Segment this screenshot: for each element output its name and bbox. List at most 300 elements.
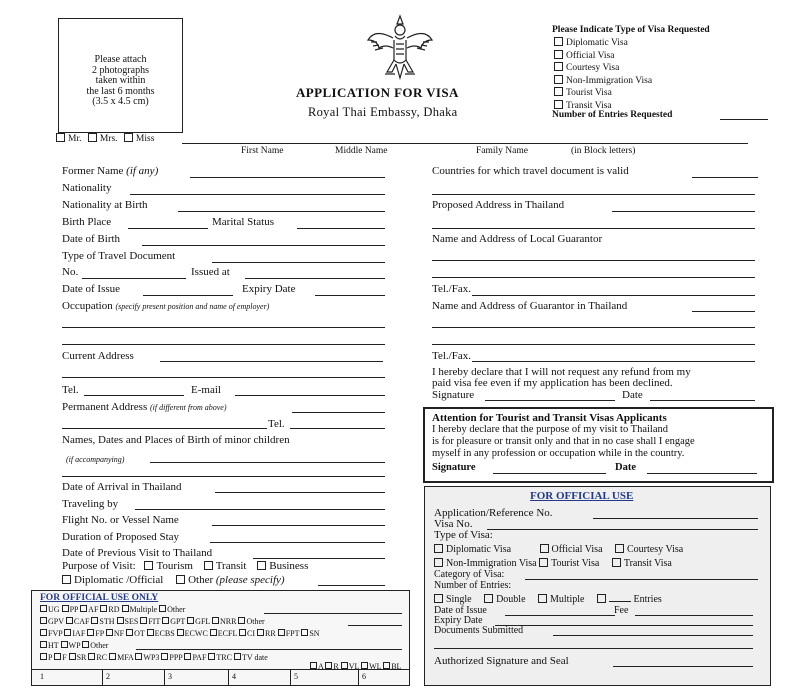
type-option: Non-Immigration Visa (446, 558, 537, 569)
attention-title: Attention for Tourist and Transit Visas Applicants (432, 412, 667, 424)
checkbox[interactable] (106, 629, 113, 636)
tel-fax-line[interactable] (472, 295, 755, 296)
checkbox[interactable] (159, 605, 166, 612)
checkbox[interactable] (40, 629, 47, 636)
checkbox[interactable] (554, 75, 563, 84)
garuda-emblem-icon (365, 14, 435, 82)
type-visa-row (434, 544, 683, 555)
checkbox[interactable] (615, 544, 624, 553)
miss-label: Miss (135, 134, 155, 144)
column-divider (102, 670, 103, 686)
checkbox[interactable] (87, 629, 94, 636)
purpose-row (62, 560, 308, 573)
official-code-row (40, 605, 185, 614)
photo-line: (3.5 x 4.5 cm) (92, 96, 149, 107)
code-label: RR (265, 629, 276, 638)
document-no-line[interactable] (82, 278, 186, 279)
code-label: ECBS (154, 629, 175, 638)
authorized-signature-line[interactable] (613, 666, 753, 667)
column-divider (164, 670, 165, 686)
proposed-address-line[interactable] (612, 211, 755, 212)
checkbox[interactable] (124, 133, 133, 142)
full-name-line[interactable] (182, 143, 748, 144)
code-line[interactable] (348, 625, 402, 626)
birth-place-label: Birth Place (62, 216, 112, 228)
code-label: Other (90, 641, 109, 650)
entries-requested-line[interactable] (720, 119, 768, 120)
documents-line[interactable] (434, 648, 753, 649)
expiry-date-label: Expiry Date (242, 283, 296, 295)
first-name-label: First Name (241, 146, 284, 156)
checkbox[interactable] (278, 629, 285, 636)
visa-option-label: Tourist Visa (566, 88, 612, 99)
date-of-birth-label: Date of Birth (62, 233, 121, 245)
visa-no-label: Visa No. (434, 518, 473, 530)
category-line[interactable] (525, 579, 758, 580)
code-label: WL (369, 662, 382, 671)
visa-type-options (554, 37, 652, 113)
photo-line: taken within (95, 75, 146, 86)
code-label: OT (134, 629, 145, 638)
checkbox[interactable] (210, 629, 217, 636)
entries-label: Entries (633, 594, 662, 605)
checkbox[interactable] (538, 594, 547, 603)
checkbox[interactable] (434, 544, 443, 553)
issued-at-label: Issued at (191, 266, 230, 278)
official-use-title: FOR OFFICIAL USE (530, 490, 634, 502)
checkbox[interactable] (554, 37, 563, 46)
official-code-row (40, 617, 265, 626)
code-label: NRR (220, 617, 237, 626)
type-visa-label: Type of Visa: (434, 529, 493, 541)
attention-date-line[interactable] (647, 473, 757, 474)
tel-fax-label: Tel./Fax. (432, 350, 471, 362)
code-label: SES (124, 617, 139, 626)
photo-instructions (59, 55, 182, 108)
guarantor-thailand-line[interactable] (692, 311, 755, 312)
type-option: Courtesy Visa (627, 544, 684, 555)
checkbox[interactable] (69, 653, 76, 660)
official-date-issue-line[interactable] (505, 615, 615, 616)
code-label: Multiple (129, 605, 158, 614)
checkbox[interactable] (310, 662, 317, 669)
visa-option-label: Non-Immigration Visa (566, 75, 653, 86)
code-label: RC (96, 653, 108, 662)
purpose-option: Business (269, 560, 309, 572)
declaration-text: I hereby declare that I will not request any refund from my (432, 366, 691, 378)
date-line[interactable] (650, 400, 755, 401)
checkbox[interactable] (126, 629, 133, 636)
checkbox[interactable] (80, 605, 87, 612)
mr-label: Mr. (68, 134, 82, 144)
documents-label: Documents Submitted (434, 625, 524, 636)
checkbox[interactable] (91, 617, 98, 624)
code-label: PP (69, 605, 79, 614)
checkbox[interactable] (204, 561, 213, 570)
type-option: Transit Visa (623, 558, 672, 569)
official-code-row (40, 641, 108, 650)
accompanying-note: (if accompanying) (66, 455, 125, 464)
column-number: 6 (362, 672, 366, 681)
checkbox[interactable] (301, 629, 308, 636)
attention-text: myself in any profession or occupation while in the country. (432, 448, 685, 459)
label-note: (if different from above) (149, 403, 227, 412)
guarantor-thailand-line[interactable] (432, 344, 755, 345)
entry-option: Single (446, 594, 472, 605)
code-label: WP (68, 641, 81, 650)
traveling-by-line[interactable] (135, 509, 385, 510)
code-label: GPT (170, 617, 186, 626)
code-label: HT (48, 641, 59, 650)
code-label: A (318, 662, 324, 671)
checkbox[interactable] (540, 544, 549, 553)
column-divider (228, 670, 229, 686)
code-label: CI (247, 629, 256, 638)
checkbox[interactable] (66, 617, 73, 624)
code-label: PAF (192, 653, 207, 662)
countries-line[interactable] (692, 177, 758, 178)
marital-status-line[interactable] (297, 228, 385, 229)
label-note: (specify present position and name of employer) (115, 302, 270, 311)
code-label: UG (48, 605, 60, 614)
checkbox[interactable] (383, 662, 390, 669)
column-number: 2 (106, 672, 110, 681)
checkbox[interactable] (40, 605, 47, 612)
proposed-address-line[interactable] (432, 228, 755, 229)
birth-place-line[interactable] (128, 228, 208, 229)
checkbox[interactable] (176, 575, 185, 584)
checkbox[interactable] (208, 653, 215, 660)
code-label: NF (113, 629, 125, 638)
app-ref-label: Application/Reference No. (434, 507, 553, 519)
email-label: E-mail (191, 384, 221, 396)
family-name-label: Family Name (476, 146, 528, 156)
visa-no-line[interactable] (487, 529, 758, 530)
code-label: TV date (241, 653, 268, 662)
occupation-line[interactable] (62, 327, 385, 328)
official-expiry-label: Expiry Date (434, 615, 483, 626)
travel-document-line[interactable] (212, 262, 385, 263)
code-label: Other (246, 617, 265, 626)
checkbox[interactable] (62, 575, 71, 584)
column-divider (358, 670, 359, 686)
fee-line[interactable] (635, 615, 753, 616)
minor-children-line[interactable] (62, 476, 385, 477)
permanent-tel-line[interactable] (290, 428, 385, 429)
code-label: CAF (73, 617, 90, 626)
purpose-option: Transit (215, 560, 247, 572)
other-purpose-line[interactable] (318, 585, 385, 586)
checkbox[interactable] (144, 561, 153, 570)
column-number: 1 (40, 672, 44, 681)
checkbox[interactable] (140, 617, 147, 624)
local-guarantor-label: Name and Address of Local Guarantor (432, 233, 603, 245)
checkbox[interactable] (82, 641, 89, 648)
photo-line: Please attach (94, 54, 147, 65)
checkbox[interactable] (162, 617, 169, 624)
checkbox[interactable] (135, 653, 142, 660)
authorized-signature-label: Authorized Signature and Seal (434, 655, 569, 667)
nationality-birth-label: Nationality at Birth (62, 199, 148, 211)
documents-line[interactable] (553, 635, 753, 636)
code-label: F (62, 653, 67, 662)
permanent-address-label (62, 401, 226, 414)
code-line[interactable] (136, 649, 402, 650)
date-of-birth-line[interactable] (142, 245, 385, 246)
code-label: FP (95, 629, 104, 638)
declaration-text: paid visa fee even if my application has been declined. (432, 377, 673, 389)
official-code-row (40, 629, 320, 638)
code-label: BL (391, 662, 402, 671)
label-text: Occupation (62, 300, 113, 312)
visa-option-tourist[interactable] (554, 87, 652, 100)
type-option: Tourist Visa (551, 558, 600, 569)
checkbox[interactable] (554, 100, 563, 109)
code-label: IAF (72, 629, 86, 638)
checkbox[interactable] (40, 653, 47, 660)
official-expiry-line[interactable] (495, 625, 753, 626)
permanent-address-line[interactable] (62, 428, 267, 429)
checkbox[interactable] (554, 62, 563, 71)
checkbox[interactable] (184, 653, 191, 660)
marital-status-label: Marital Status (212, 216, 275, 228)
checkbox[interactable] (122, 605, 129, 612)
checkbox[interactable] (434, 594, 443, 603)
attention-text: is for pleasure or transit only and that in no case shall I engage (432, 436, 695, 447)
app-ref-line[interactable] (593, 518, 758, 519)
label-text: Former Name (62, 165, 124, 177)
code-label: SN (309, 629, 320, 638)
checkbox[interactable] (341, 662, 348, 669)
title-options (56, 133, 154, 146)
entries-requested-label: Number of Entries Requested (552, 110, 673, 120)
local-guarantor-line[interactable] (432, 277, 755, 278)
guarantor-thailand-label: Name and Address of Guarantor in Thailand (432, 300, 628, 312)
purpose-option: Other (188, 574, 214, 586)
checkbox[interactable] (361, 662, 368, 669)
label-note: (if any) (126, 165, 159, 177)
visa-option-label: Official Visa (566, 50, 615, 61)
arrival-date-line[interactable] (215, 492, 385, 493)
official-date-issue-label: Date of Issue (434, 605, 487, 616)
code-label: MFA (117, 653, 134, 662)
checkbox[interactable] (117, 617, 124, 624)
column-number: 5 (294, 672, 298, 681)
code-label: AF (88, 605, 99, 614)
checkbox[interactable] (62, 605, 69, 612)
date-of-issue-label: Date of Issue (62, 283, 121, 295)
checkbox[interactable] (212, 617, 219, 624)
official-columns-row (32, 669, 409, 686)
purpose-row-2 (62, 574, 285, 587)
checkbox[interactable] (257, 629, 264, 636)
embassy-subtitle: Royal Thai Embassy, Dhaka (308, 105, 458, 119)
block-letters-note: (in Block letters) (571, 146, 636, 156)
checkbox[interactable] (187, 617, 194, 624)
current-address-label: Current Address (62, 350, 134, 362)
checkbox[interactable] (88, 653, 95, 660)
photo-box (58, 18, 183, 133)
date-of-issue-line[interactable] (143, 295, 233, 296)
entry-option: Double (496, 594, 526, 605)
photo-line: 2 photographs (92, 64, 149, 76)
code-label: ECWC (184, 629, 208, 638)
official-use-only-box (31, 590, 410, 686)
checkbox[interactable] (257, 561, 266, 570)
checkbox[interactable] (40, 617, 47, 624)
former-name-line[interactable] (190, 177, 385, 178)
entries-count-line[interactable] (609, 601, 631, 602)
signature-label: Signature (432, 389, 475, 401)
checkbox[interactable] (40, 641, 47, 648)
checkbox[interactable] (109, 653, 116, 660)
tel-line[interactable] (84, 395, 184, 396)
guarantor-thailand-line[interactable] (432, 327, 755, 328)
document-no-label: No. (62, 266, 79, 278)
code-label: FVP (48, 629, 63, 638)
tel-fax-line[interactable] (472, 361, 755, 362)
code-label: GFL (195, 617, 210, 626)
countries-label: Countries for which travel document is valid (432, 165, 629, 177)
checkbox[interactable] (597, 594, 606, 603)
code-line[interactable] (264, 613, 402, 614)
former-name-label (62, 165, 158, 178)
permanent-address-line[interactable] (292, 412, 385, 413)
official-code-row (40, 653, 268, 662)
code-label: Other (167, 605, 186, 614)
code-label: GPV (48, 617, 64, 626)
signature-line[interactable] (485, 400, 615, 401)
entries-row (434, 594, 662, 605)
tel-label: Tel. (268, 418, 285, 430)
checkbox[interactable] (177, 629, 184, 636)
visa-option-courtesy[interactable] (554, 62, 652, 75)
checkbox[interactable] (554, 87, 563, 96)
current-address-line[interactable] (160, 361, 383, 362)
flight-line[interactable] (212, 525, 385, 526)
checkbox[interactable] (64, 629, 71, 636)
fee-label: Fee (614, 605, 629, 616)
checkbox[interactable] (54, 653, 61, 660)
code-label: FPT (285, 629, 300, 638)
checkbox[interactable] (484, 594, 493, 603)
checkbox[interactable] (88, 133, 97, 142)
type-option: Diplomatic Visa (446, 544, 512, 555)
entry-option: Multiple (550, 594, 585, 605)
visa-type-title: Please Indicate Type of Visa Requested (552, 25, 710, 35)
code-label: STH (99, 617, 115, 626)
email-line[interactable] (235, 395, 385, 396)
visa-option-label: Diplomatic Visa (566, 38, 628, 48)
arrival-date-label: Date of Arrival in Thailand (62, 481, 182, 493)
nationality-birth-line[interactable] (178, 211, 385, 212)
purpose-option: Tourism (156, 560, 193, 572)
visa-option-label: Transit Visa (566, 100, 612, 111)
code-label: WP3 (143, 653, 160, 662)
duration-line[interactable] (210, 542, 385, 543)
mrs-label: Mrs. (99, 134, 118, 144)
countries-line[interactable] (432, 194, 755, 195)
checkbox[interactable] (234, 653, 241, 660)
checkbox[interactable] (147, 629, 154, 636)
official-use-only-title: FOR OFFICIAL USE ONLY (40, 593, 159, 603)
code-label: P (48, 653, 53, 662)
checkbox[interactable] (612, 558, 621, 567)
label-text: Permanent Address (62, 401, 148, 413)
visa-option-non-immigration[interactable] (554, 75, 652, 88)
travel-document-label: Type of Travel Document (62, 250, 176, 262)
checkbox[interactable] (161, 653, 168, 660)
code-label: ECFL (217, 629, 238, 638)
official-use-box (424, 486, 771, 686)
tel-fax-label: Tel./Fax. (432, 283, 471, 295)
code-label: FIT (148, 617, 161, 626)
attention-signature-label: Signature (432, 462, 476, 473)
column-divider (290, 670, 291, 686)
checkbox[interactable] (238, 617, 245, 624)
code-label: R (333, 662, 339, 671)
checkbox[interactable] (434, 558, 443, 567)
issued-at-line[interactable] (245, 278, 385, 279)
please-specify-note: (please specify) (215, 574, 285, 586)
column-number: 3 (168, 672, 172, 681)
code-label: TRC (216, 653, 232, 662)
tel-label: Tel. (62, 384, 79, 396)
current-address-line[interactable] (62, 377, 385, 378)
type-option: Official Visa (551, 544, 603, 555)
num-entries-label: Number of Entries: (434, 580, 512, 591)
duration-label: Duration of Proposed Stay (62, 531, 180, 543)
page-title: APPLICATION FOR VISA (296, 85, 459, 100)
middle-name-label: Middle Name (335, 146, 388, 156)
occupation-label (62, 300, 269, 313)
attention-date-label: Date (615, 462, 636, 473)
expiry-date-line[interactable] (315, 295, 385, 296)
attention-text: I hereby declare that the purpose of my visit to Thailand (432, 424, 668, 435)
checkbox[interactable] (539, 558, 548, 567)
checkbox[interactable] (56, 133, 65, 142)
nationality-line[interactable] (130, 194, 385, 195)
visa-option-diplomatic[interactable] (554, 37, 652, 50)
checkbox[interactable] (239, 629, 246, 636)
nationality-label: Nationality (62, 182, 112, 194)
type-visa-row (434, 558, 672, 569)
date-label: Date (622, 389, 643, 401)
flight-label: Flight No. or Vessel Name (62, 514, 179, 526)
previous-visit-line[interactable] (253, 558, 385, 559)
category-label: Category of Visa: (434, 569, 505, 580)
minor-children-line[interactable] (150, 462, 385, 463)
previous-visit-label: Date of Previous Visit to Thailand (62, 547, 213, 559)
minor-children-label: Names, Dates and Places of Birth of minor children (62, 434, 290, 446)
checkbox[interactable] (61, 641, 68, 648)
attention-signature-line[interactable] (493, 473, 606, 474)
occupation-line[interactable] (62, 344, 385, 345)
photo-line: the last 6 months (86, 85, 155, 97)
checkbox[interactable] (554, 50, 563, 59)
code-label: VL (348, 662, 360, 671)
checkbox[interactable] (325, 662, 332, 669)
local-guarantor-line[interactable] (432, 260, 755, 261)
column-number: 4 (232, 672, 236, 681)
purpose-option: Diplomatic /Official (74, 574, 164, 586)
visa-option-official[interactable] (554, 50, 652, 63)
checkbox[interactable] (100, 605, 107, 612)
purpose-label: Purpose of Visit: (62, 560, 136, 572)
visa-option-label: Courtesy Visa (566, 63, 620, 74)
code-label: RD (108, 605, 120, 614)
proposed-address-label: Proposed Address in Thailand (432, 199, 565, 211)
